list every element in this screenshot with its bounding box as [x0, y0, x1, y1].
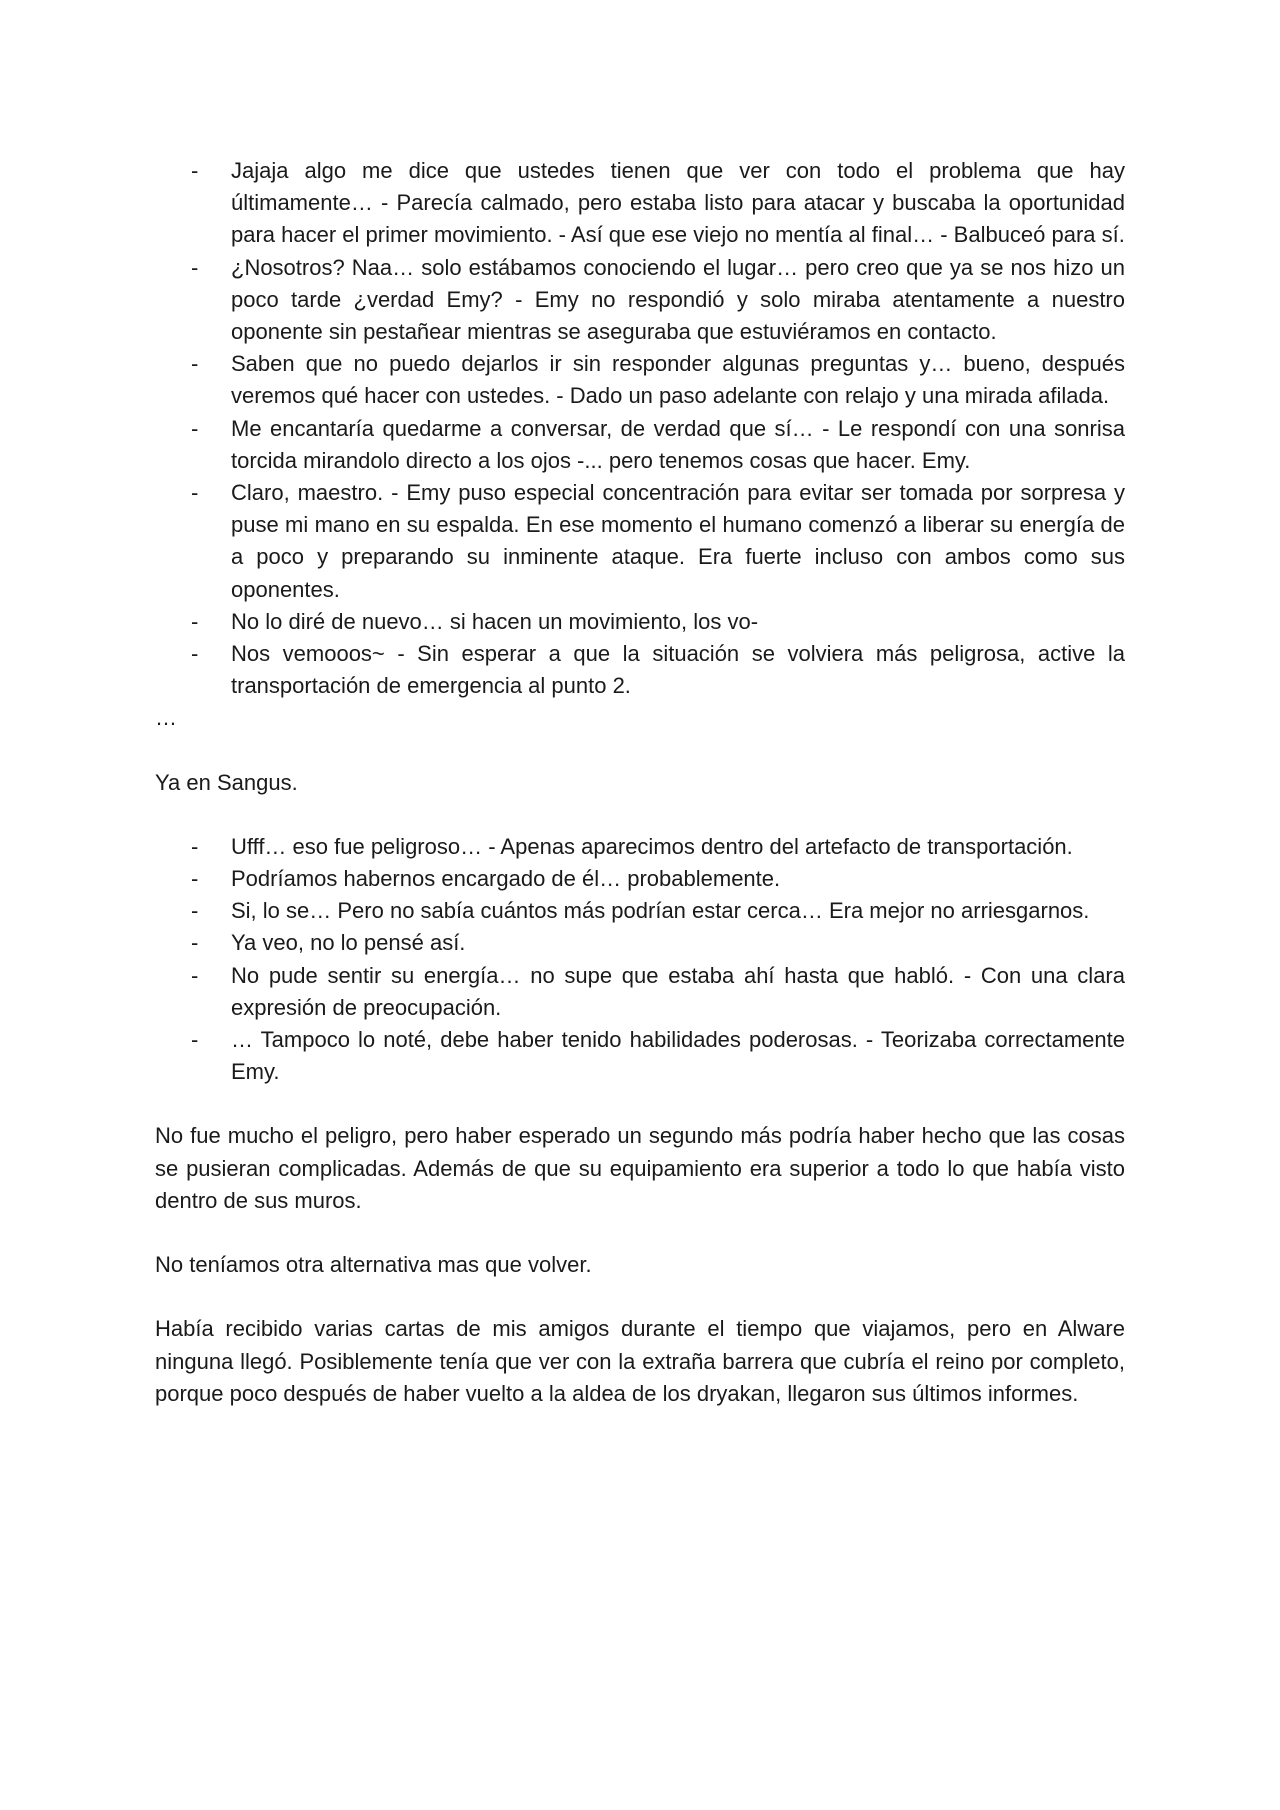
dialogue-text: No lo diré de nuevo… si hacen un movimiento, los vo- [231, 608, 759, 634]
dialogue-text: ¿Nosotros? Naa… solo estábamos conociendo el lugar… pero creo que ya se nos hizo un poco tarde ¿verdad Emy? - Emy no respondió y solo miraba atentamente a nuestro oponente sin pestañear mientras se aseguraba que estuviéramos en contacto. [231, 254, 1125, 345]
dialogue-line [191, 1024, 1125, 1088]
scene-line: Ya en Sangus. [155, 769, 298, 795]
dialogue-dash: - [191, 930, 199, 956]
dialogue-dash: - [191, 641, 199, 667]
dialogue-dash: - [191, 866, 199, 892]
spacer [155, 799, 1125, 831]
dialogue-dash: - [191, 480, 199, 506]
dialogue-line [191, 477, 1125, 606]
spacer [155, 1281, 1125, 1313]
dialogue-text: Si, lo se… Pero no sabía cuántos más podrían estar cerca… Era mejor no arriesgarnos. [231, 898, 1090, 924]
dialogue-text: Podríamos habernos encargado de él… probablemente. [231, 866, 781, 892]
dialogue-text: Jajaja algo me dice que ustedes tienen que ver con todo el problema que hay últimamente… - Parecía calmado, pero estaba listo para atacar y buscaba la oportunidad para hacer el primer movimiento. - Así que ese viejo no mentía al final… - Balbuceó para sí. [231, 158, 1125, 248]
dialogue-dash: - [191, 608, 199, 634]
dialogue-text: Ufff… eso fue peligroso… - Apenas aparecimos dentro del artefacto de transportación. [231, 833, 1073, 859]
scene-break-ellipsis: … [155, 705, 177, 731]
dialogue-line [191, 863, 1125, 895]
spacer [155, 1217, 1125, 1249]
dialogue-line [191, 413, 1125, 477]
dialogue-text: … Tampoco lo noté, debe haber tenido habilidades poderosas. - Teorizaba correctamente Emy. [231, 1027, 1125, 1085]
paragraph: Había recibido varias cartas de mis amigos durante el tiempo que viajamos, pero en Alware ninguna llegó. Posiblemente tenía que ver con la extraña barrera que cubría el reino por completo, porque poco después de haber vuelto a la aldea de los dryakan, llegaron sus últimos informes. [155, 1316, 1125, 1406]
dialogue-text: Claro, maestro. - Emy puso especial concentración para evitar ser tomada por sorpresa y puse mi mano en su espalda. En ese momento el humano comenzó a liberar su energía de a poco y preparando su inminente ataque. Era fuerte incluso con ambos como sus oponentes. [231, 480, 1125, 602]
dialogue-dash: - [191, 898, 199, 924]
dialogue-dash: - [191, 415, 199, 441]
dialogue-text: Me encantaría quedarme a conversar, de verdad que sí… - Le respondí con una sonrisa torcida mirandolo directo a los ojos -... pero tenemos cosas que hacer. Emy. [231, 415, 1125, 473]
dialogue-line [191, 831, 1125, 863]
dialogue-dash: - [191, 1027, 199, 1053]
dialogue-text: No pude sentir su energía… no supe que estaba ahí hasta que habló. - Con una clara expresión de preocupación. [231, 962, 1125, 1020]
dialogue-line [191, 606, 1125, 638]
spacer [155, 1088, 1125, 1120]
dialogue-line [191, 252, 1125, 349]
dialogue-dash: - [191, 254, 199, 280]
spacer [155, 735, 1125, 767]
dialogue-text: Nos vemooos~ - Sin esperar a que la situación se volviera más peligrosa, active la transportación de emergencia al punto 2. [231, 641, 1125, 699]
dialogue-dash: - [191, 962, 199, 988]
dialogue-line [191, 960, 1125, 1024]
dialogue-dash: - [191, 158, 199, 183]
dialogue-line [191, 638, 1125, 702]
dialogue-line [191, 348, 1125, 412]
dialogue-dash: - [191, 833, 199, 859]
dialogue-line [191, 927, 1125, 959]
paragraph: No teníamos otra alternativa mas que volver. [155, 1252, 592, 1278]
dialogue-block-2 [155, 831, 1125, 1089]
dialogue-dash: - [191, 351, 199, 377]
dialogue-line [191, 155, 1125, 252]
dialogue-text: Ya veo, no lo pensé así. [231, 930, 466, 956]
dialogue-line [191, 895, 1125, 927]
dialogue-block-1 [155, 155, 1125, 702]
paragraph: No fue mucho el peligro, pero haber esperado un segundo más podría haber hecho que las cosas se pusieran complicadas. Además de que su equipamiento era superior a todo lo que había visto dentro de sus muros. [155, 1123, 1125, 1213]
dialogue-text: Saben que no puedo dejarlos ir sin responder algunas preguntas y… bueno, después veremos qué hacer con ustedes. - Dado un paso adelante con relajo y una mirada afilada. [231, 351, 1125, 409]
